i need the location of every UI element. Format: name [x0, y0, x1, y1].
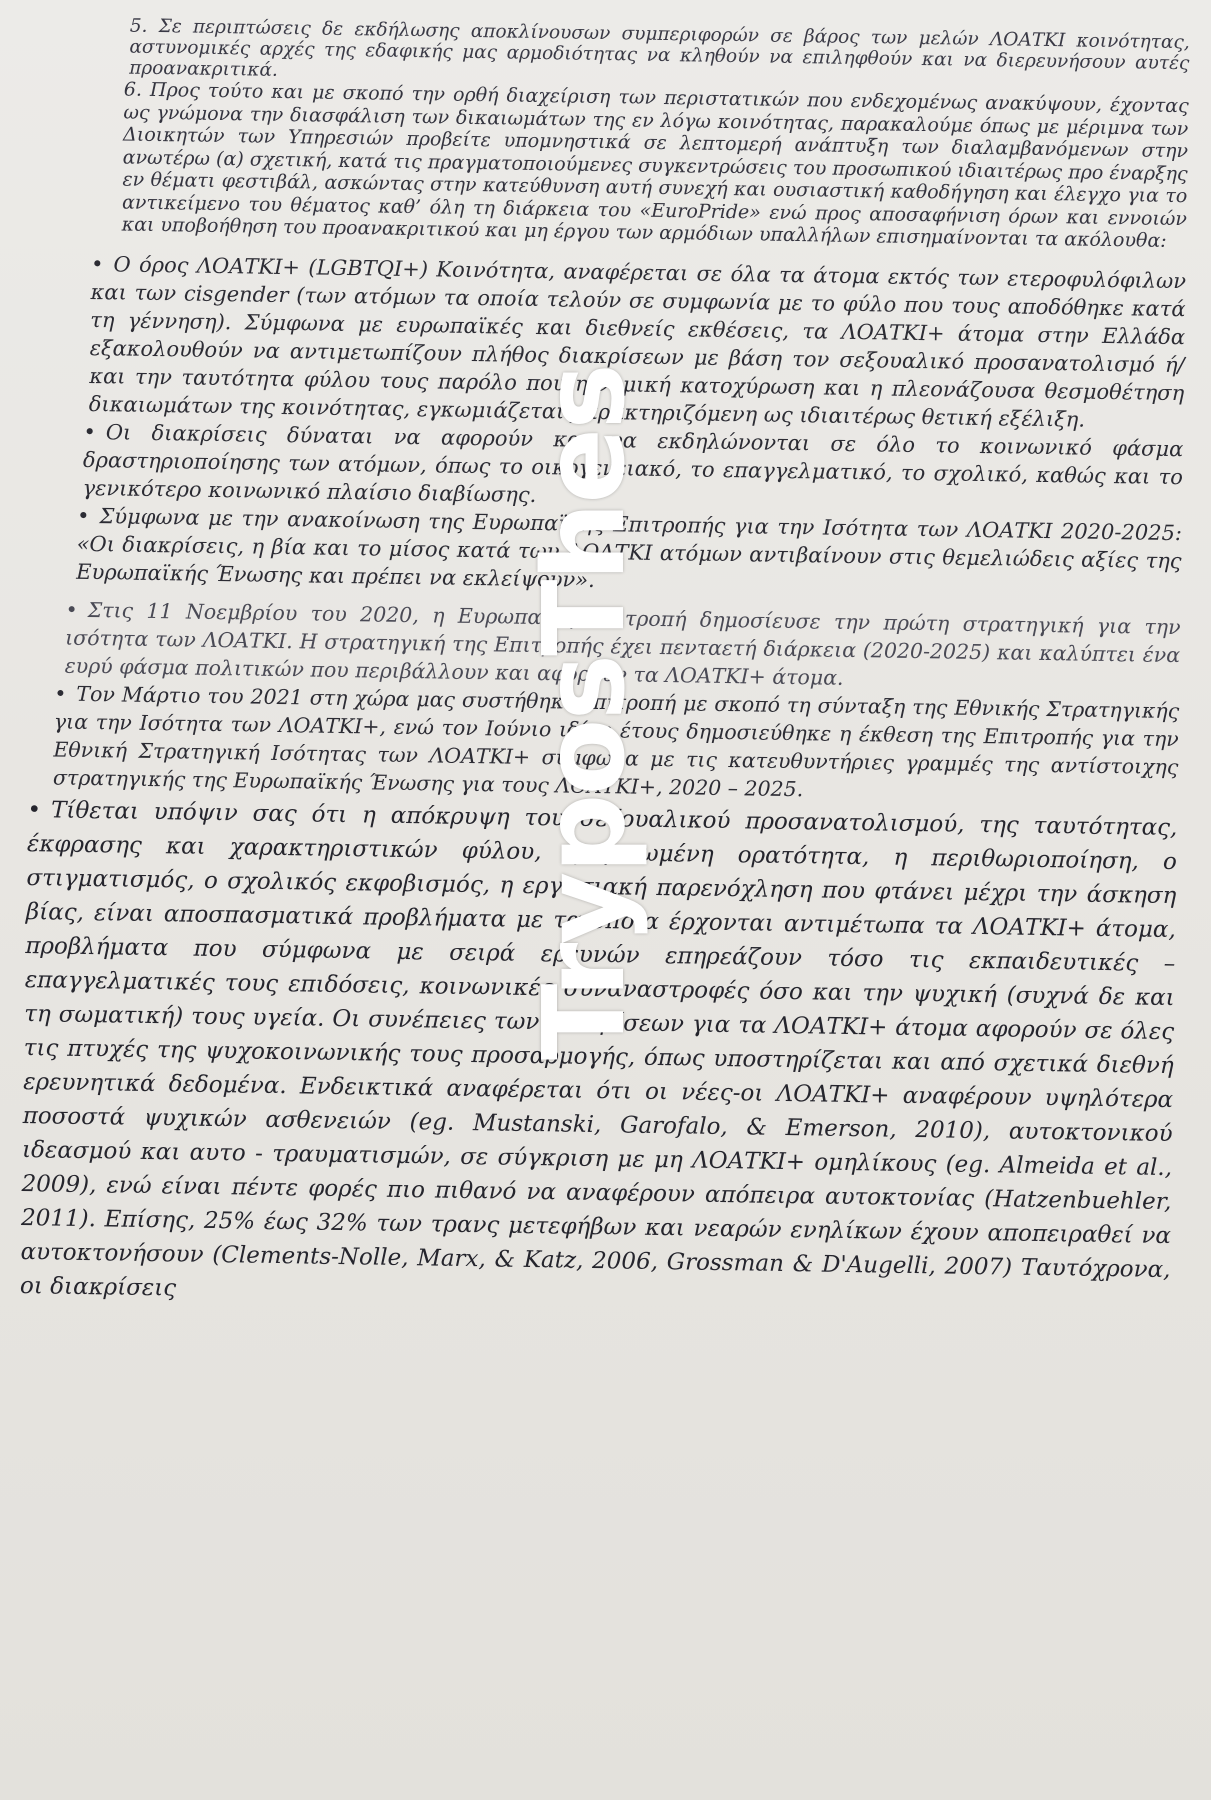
bullet-text: Τον Μάρτιο του 2021 στη χώρα μας συστήθηκε επιτροπή με σκοπό τη σύνταξη της Εθνικής Στρατηγικής για την Ισότητα των ΛΟΑΤΚΙ+, ενώ τον Ιούνιο ιδίου έτους δημοσιεύθηκε η έκθεση της Επιτροπής για την Εθνική Στρατηγική Ισότητας των ΛΟΑΤΚΙ+ σύμφωνα με τις κατευθυντήριες γραμμές της αντίστοιχης στρατηγικής της Ευρωπαϊκής Ένωσης για τους ΛΟΑΤΚΙ+, 2020 – 2025.	[52, 681, 1180, 801]
bullet-glyph: •	[54, 680, 67, 706]
bullet-text: Στις 11 Νοεμβρίου του 2020, η Ευρωπαϊκή Επιτροπή δημοσίευσε την πρώτη στρατηγική για την ισότητα των ΛΟΑΤΚΙ. Η στρατηγική της Επιτροπής έχει πενταετή διάρκεια (2020-2025) και καλύπτει ένα ευρύ φάσμα πολιτικών που περιβάλλουν και αφορούν τα ΛΟΑΤΚΙ+ άτομα.	[64, 597, 1181, 690]
bullet-glyph: •	[90, 251, 104, 276]
bullet-text: Τίθεται υπόψιν σας ότι η απόκρυψη του σεξουαλικού προσανατολισμού, της ταυτότητας, έκφρασης και χαρακτηριστικών φύλου, η μειωμένη ορατότητα, η περιθωριοποίηση, ο στιγματισμός, ο σχολικός εκφοβισμός, η εργασιακή παρενόχληση που φτάνει μέχρι την άσκηση βίας, είναι αποσπασματικά προβλήματα με τα οποία έρχονται αντιμέτωπα τα ΛΟΑΤΚΙ+ άτομα, προβλήματα που σύμφωνα με σειρά ερευνών επηρεάζουν τόσο τις εκπαιδευτικές – επαγγελματικές τους επιδόσεις, κοινωνικές συναναστροφές όσο και την ψυχική (συχνά δε και τη σωματική) τους υγεία. Οι συνέπειες των διακρίσεων για τα ΛΟΑΤΚΙ+ άτομα αφορούν σε όλες τις πτυχές της ψυχοκοινωνικής τους προσαρμογής, όπως υποστηρίζεται και από σχετικά διεθνή ερευνητικά δεδομένα. Ενδεικτικά αναφέρεται ότι οι νέες-οι ΛΟΑΤΚΙ+ αναφέρουν υψηλότερα ποσοστά ψυχικών ασθενειών (eg. Mustanski, Garofalo, & Emerson, 2010), αυτοκτονικού ιδεασμού και αυτο - τραυματισμών, σε σύγκριση με μη ΛΟΑΤΚΙ+ ομηλίκους (eg. Almeida et al., 2009), ενώ είναι πέντε φορές πιο πιθανό να αναφέρουν απόπειρα αυτοκτονίας (Hatzenbuehler, 2011). Επίσης, 25% έως 32% των τρανς μετεφήβων και νεαρών ενηλίκων έχουν αποπειραθεί να αυτοκτονήσουν (Clements-Nolle, Marx, & Katz, 2006, Grossman & D'Augelli, 2007) Ταυτόχρονα, οι διακρίσεις	[19, 796, 1178, 1301]
bullet-glyph: •	[76, 503, 90, 528]
paragraph-item-5: 5. Σε περιπτώσεις δε εκδήλωσης αποκλίνουσων συμπεριφορών σε βάρος των μελών ΛΟΑΤΚΙ κοινότητας, αστυνομικές αρχές της εδαφικής μας αρμοδιότητας να κληθούν να επιληφθούν και να διερευνήσουν αυτές προανακριτικά.	[128, 15, 1190, 81]
bullet-glyph: •	[65, 597, 78, 622]
bullet-text: Ο όρος ΛΟΑΤΚΙ+ (LGBTQI+) Κοινότητα, αναφέρεται σε όλα τα άτομα εκτός των ετεροφυλόφιλων και των cisgender (των ατόμων τα οποία τελούν σε συμφωνία με το φύλο που τους αποδόθηκε κατά τη γέννηση). Σύμφωνα με ευρωπαϊκές και διεθνείς εκθέσεις, τα ΛΟΑΤΚΙ+ άτομα στην Ελλάδα εξακολουθούν να αντιμετωπίζουν πλήθος διακρίσεων με βάση τον σεξουαλικό προσανατολισμό ή/και την ταυτότητα φύλου τους παρόλο που η νομική κατοχύρωση και η πλεονάζουσα θεσμοθέτηση δικαιωμάτων της κοινότητας, εγκωμιάζεται χαρακτηριζόμενη ως ιδιαιτέρως θετική εξέλιξη.	[88, 251, 1187, 432]
paragraph-item-6: 6. Προς τούτο και με σκοπό την ορθή διαχείριση των περιστατικών που ενδεχομένως ανακύψουν, έχοντας ως γνώμονα την διασφάλιση των δικαιωμάτων της εν λόγω κοινότητας, παρακαλούμε όπως με μέριμνα των Διοικητών των Υπηρεσιών προβείτε υπομνηστικά σε λεπτομερή ανάπτυξη των διαλαμβανόμενων στην ανωτέρω (α) σχετική, κατά τις πραγματοποιούμενες συγκεντρώσεις του προσωπικού ιδιαιτέρως προ έναρξης εν θέματι φεστιβάλ, ασκώντας στην κατεύθυνση αυτή συνεχή και ουσιαστική καθοδήγηση και έλεγχο για το αντικείμενο του θέματος καθ’ όλη τη διάρκεια του «EuroPride» ενώ προς αποσαφήνιση όρων και εννοιών και υποβοήθηση του προανακριτικού και μη έργου των αρμόδιων υπαλλήλων επισημαίνονται τα ακόλουθα:	[121, 78, 1189, 252]
bullet-glyph: •	[83, 419, 97, 444]
bullet-text: Οι διακρίσεις δύναται να αφορούν και να εκδηλώνονται σε όλο το κοινωνικό φάσμα δραστηριοποίησης των ατόμων, όπως το οικογενειακό, το επαγγελματικό, το σχολικό, καθώς και το γενικότερο κοινωνικό πλαίσιο διαβίωσης.	[82, 419, 1184, 507]
bullet-glyph: •	[27, 796, 42, 823]
watermark-logo: TryposThes	[520, 365, 650, 1060]
bullet-text: Σύμφωνα με την ανακοίνωση της Ευρωπαϊκής Επιτροπής για την Ισότητα των ΛΟΑΤΚΙ 2020-2025: «Οι διακρίσεις, η βία και το μίσος κατά των ΛΟΑΤΚΙ ατόμων αντιβαίνουν στις θεμελιώδεις αξίες της Ευρωπαϊκής Ένωσης και πρέπει να εκλείψουν».	[76, 503, 1183, 592]
